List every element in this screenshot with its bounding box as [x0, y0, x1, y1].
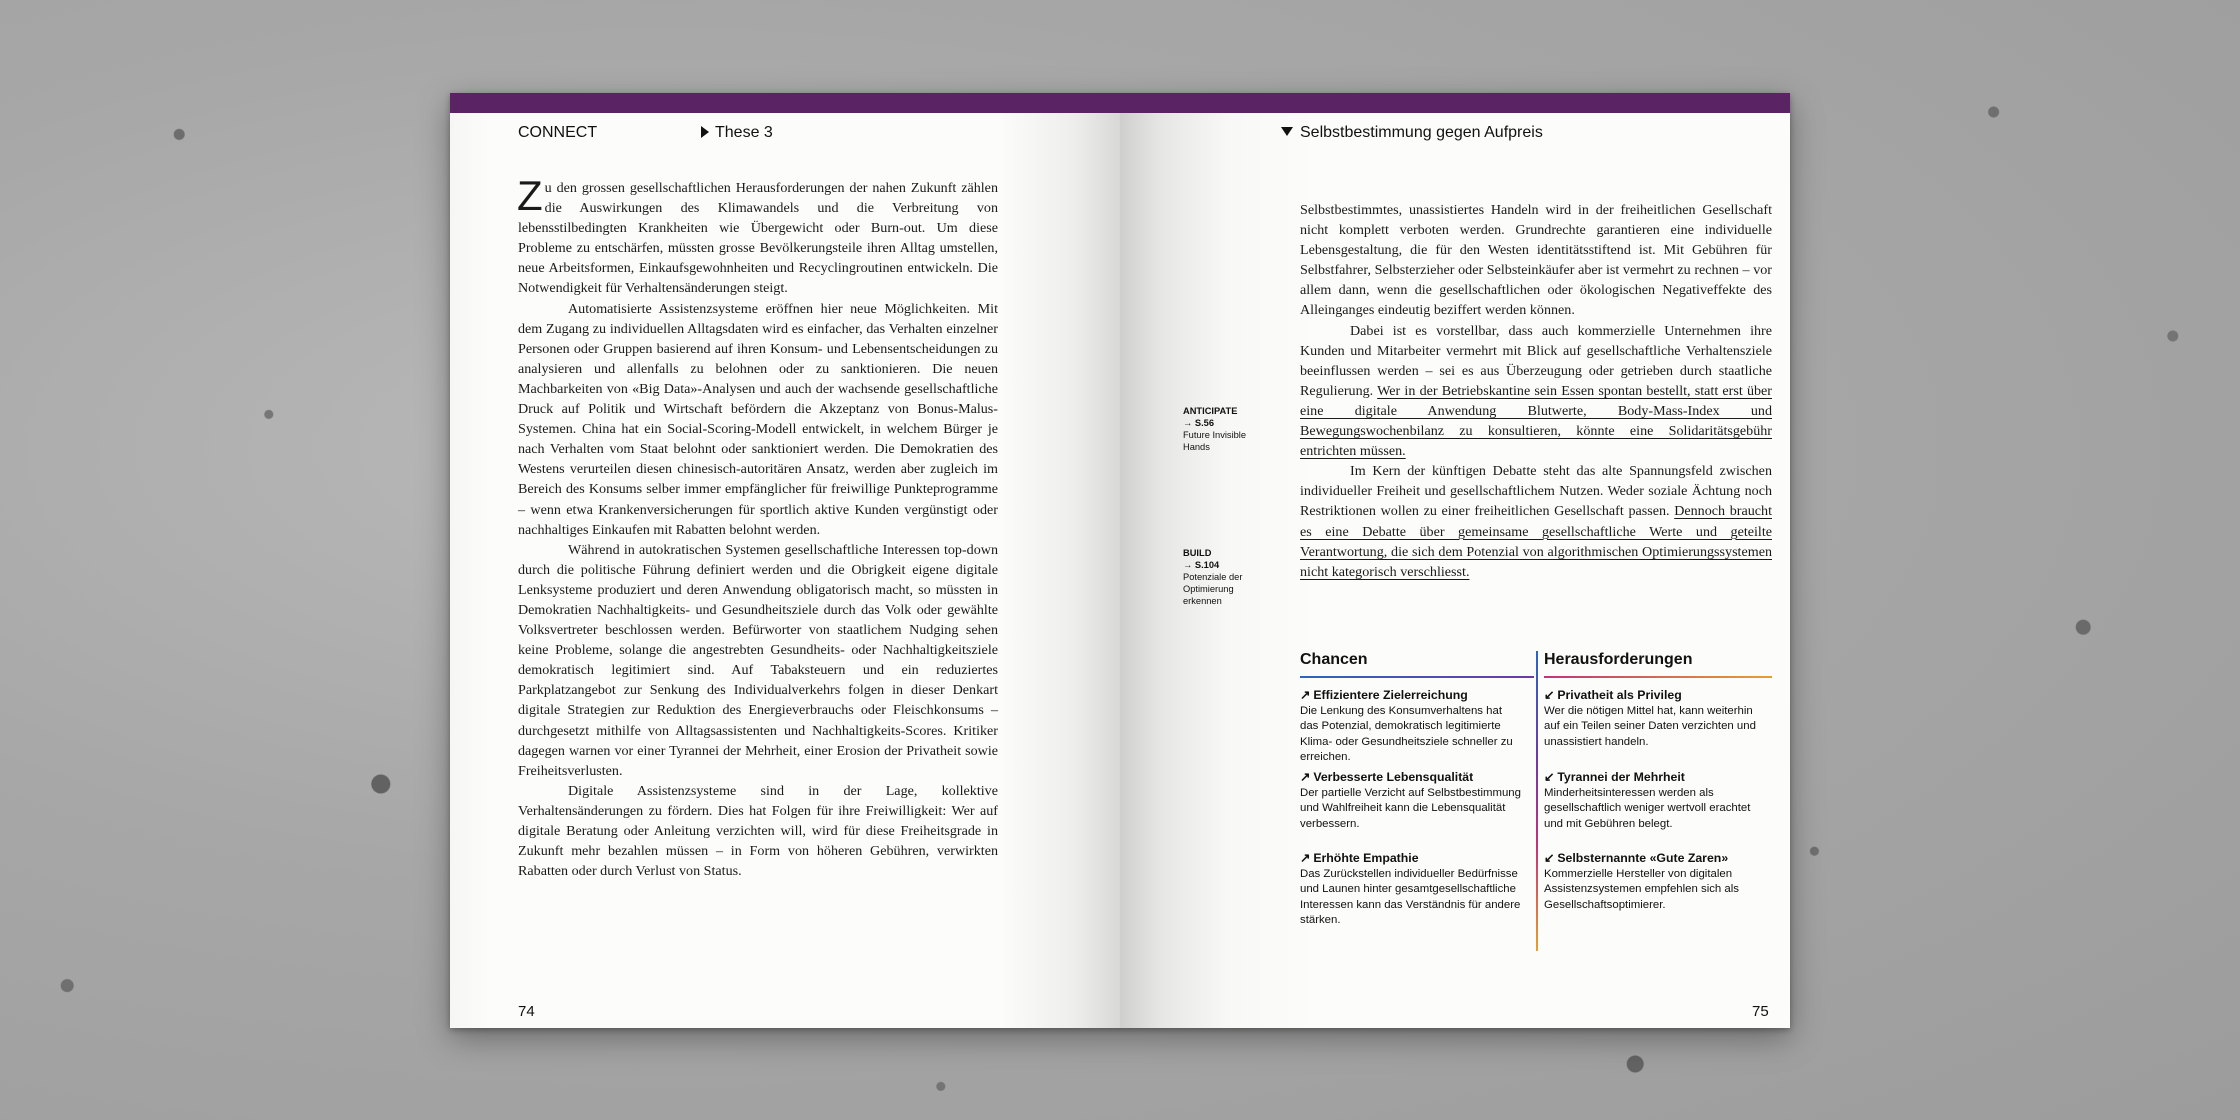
top-color-band — [1120, 93, 1790, 113]
chance-item: ↗ Erhöhte Empathie Das Zurückstellen individueller Bedürfnisse und Launen hinter gesamtgesellschaftliche Interessen kann das Verständnis für andere stärken. — [1300, 851, 1521, 926]
left-page — [450, 93, 1120, 1028]
arrow-up-right-icon: ↗ — [1300, 770, 1311, 784]
page-number-left: 74 — [518, 1003, 535, 1020]
triangle-down-icon — [1281, 127, 1293, 136]
paragraph: Zu den grossen gesellschaftlichen Herausforderungen der nahen Zukunft zählen die Auswirkungen des Klimawandels und die Verbreitung von lebensstilbedingten Krankheiten wie Übergewicht oder Burn-out. Um diese Probleme zu entschärfen, müssten grosse Bevölkerungsteile ihren Alltag umstellen, neue Arbeitsformen, Einkaufsgewohnheiten und Recyclingroutinen entwickeln. Die Notwendigkeit für Verhaltensänderungen steigt. — [517, 172, 998, 297]
paragraph: Dabei ist es vorstellbar, dass auch kommerzielle Unternehmen ihre Kunden und Mitarbeiter vermehrt mit Blick auf gesellschaftliche Verhaltensziele beeinflussen werden – sei es aus Überzeugung oder getrieben durch staatliche Regulierung. Wer in der Betriebskantine sein Essen spontan bestellt, statt erst über eine digitale Anwendung Blutwerte, Body-Mass-Index und Bewegungswochenbilanz zu konsultieren, könnte eine Solidaritätsgebühr entrichten müssen. — [1300, 322, 1772, 460]
page-number-right: 75 — [1752, 1003, 1769, 1020]
paragraph: Digitale Assistenzsysteme sind in der Lage, kollektive Verhaltensänderungen zu fördern. Dies hat Folgen für ihre Freiwilligkeit: Wer auf digitale Beratung oder Anleitung verzichten will, wird für diese Freiheitsgrade in Zukunft mehr bezahlen müssen – in Form von höheren Gebühren, verwirkten Rabatten oder durch Verlust von Status. — [518, 782, 998, 880]
triangle-right-icon — [701, 126, 709, 138]
challenges-rule — [1544, 676, 1772, 678]
chances-challenges-box — [1300, 651, 1772, 956]
arrow-down-left-icon: ↙ — [1544, 851, 1555, 865]
arrow-up-right-icon: ↗ — [1300, 851, 1311, 865]
challenge-item: ↙ Privatheit als Privileg Wer die nötigen Mittel hat, kann weiterhin auf ein Teilen seiner Daten verzichten und unassistiert handeln. — [1544, 688, 1756, 748]
paragraph: Während in autokratischen Systemen gesellschaftliche Interessen top-down durch die politische Führung definiert werden und die Obrigkeit eigene digitale Lenksysteme produziert und deren Anwendung obligatorisch macht, so müssten in Demokratien Nachhaltigkeits- und Gesundheitsziele durch das Volk oder gewählte Volksvertreter beschlossen werden. Befürworter von staatlichem Nudging sehen keine Probleme, solange die angestrebten Gesundheits- oder Nachhaltigkeitsziele demokratisch legitimiert sind. Auf Tabaksteuern und ein reduziertes Parkplatzangebot zur Senkung des Individualverkehrs folgen in dieser Denkart digitale Strategien zur Reduktion des Energieverbrauchs oder Fleischkonsums – durchgesetzt mithilfe von Alltagsassistenten und Nachhaltigkeits-Scores. Kritiker dagegen warnen vor einer Tyrannei der Mehrheit, einer Erosion der Privatheit sowie Freiheitsverlusten. — [518, 541, 998, 779]
right-body-text — [1300, 200, 1772, 582]
margin-note-anticipate: ANTICIPATE → S.56 Future Invisible Hands — [1183, 406, 1247, 452]
margin-note-build: BUILD → S.104 Potenziale der Optimierung erkennen — [1183, 548, 1243, 606]
chapter-title-text: Selbstbestimmung gegen Aufpreis — [1300, 124, 1543, 141]
challenges-heading: Herausforderungen — [1544, 651, 1693, 668]
top-color-band — [450, 93, 1120, 113]
chances-heading: Chancen — [1300, 651, 1368, 668]
left-body-text — [517, 172, 998, 881]
challenge-item: ↙ Tyrannei der Mehrheit Minderheitsinteressen werden als gesellschaftlich weniger wertvoll erachtet und mit Gebühren belegt. — [1544, 770, 1751, 830]
arrow-down-left-icon: ↙ — [1544, 688, 1555, 702]
arrow-down-left-icon: ↙ — [1544, 770, 1555, 784]
underlined-text: Dennoch braucht es eine Debatte über gemeinsame gesellschaftliche Werte und geteilte Verantwortung, die sich dem Potenzial von algorithmischen Optimierungssystemen nicht kategorisch verschliesst. — [1300, 503, 1772, 580]
column-divider — [1536, 651, 1538, 951]
right-page — [1120, 93, 1790, 1028]
section-label: CONNECT — [518, 124, 598, 141]
arrow-up-right-icon: ↗ — [1300, 688, 1311, 702]
paragraph: Im Kern der künftigen Debatte steht das alte Spannungsfeld zwischen individueller Freiheit und gesellschaftlichem Nutzen. Weder soziale Ächtung noch Restriktionen wollen zu einer freiheitlichen Gesellschaft passen. Dennoch braucht es eine Debatte über gemeinsame gesellschaftliche Werte und geteilte Verantwortung, die sich dem Potenzial von algorithmischen Optimierungssystemen nicht kategorisch verschliesst. — [1300, 463, 1772, 580]
paragraph: Selbstbestimmtes, unassistiertes Handeln wird in der freiheitlichen Gesellschaft nicht komplett verboten werden. Grundrechte garantieren eine individuelle Lebensgestaltung, die für den Westen identitätsstiftend ist. Mit Gebühren für Selbstfahrer, Selbsterzieher oder Selbsteinkäufer aber ist vermehrt zu rechnen – vor allem dann, wenn die gesellschaftlichen oder ökologischen Negativeffekte des Alleinganges eindeutig beziffert werden können. — [1300, 202, 1772, 319]
chance-item: ↗ Effizientere Zielerreichung Die Lenkung des Konsumverhaltens hat das Potenzial, demokratisch legitimierte Klima- oder Gesundheitsziele schneller zu erreichen. — [1300, 688, 1513, 763]
chapter-label — [701, 124, 773, 142]
underlined-text: Wer in der Betriebskantine sein Essen spontan bestellt, statt erst über eine digitale Anwendung Blutwerte, Body-Mass-Index und Bewegungswochenbilanz zu konsultieren, könnte eine Solidaritätsgebühr entrichten müssen. — [1300, 382, 1772, 460]
paragraph: Automatisierte Assistenzsysteme eröffnen hier neue Möglichkeiten. Mit dem Zugang zu individuellen Alltagsdaten wird es einfacher, das Verhalten einzelner Personen oder Gruppen basierend auf ihren Konsum- und Lebensentscheidungen zu analysieren und allenfalls zu belohnen oder zu sanktionieren. Die neuen Machbarkeiten von «Big Data»-Analysen und auch der wachsende gesellschaftliche Druck auf Politik und Wirtschaft befördern die Akzeptanz von Bonus-Malus-Systemen. China hat ein Social-Scoring-Modell entwickelt, in welchem Bürger je nach Verhalten vom Staat belohnt oder sanktioniert werden. Die Demokratien des Westens verurteilen diesen chinesisch-autoritären Ansatz, werden aber zugleich im Bereich des Konsums selber immer empfänglicher für freiwillige Punkteprogramme – wenn etwa Krankenversicherungen für sportlich aktive Kunden vergünstigt oder nachhaltiges Einkaufen mit Rabatten belohnt werden. — [518, 300, 998, 538]
chances-rule — [1300, 676, 1534, 678]
chapter-title — [1281, 124, 1543, 142]
chapter-label-text: These 3 — [715, 124, 773, 141]
open-book — [450, 93, 1790, 1028]
drop-cap: Z — [517, 172, 543, 219]
chance-item: ↗ Verbesserte Lebensqualität Der partielle Verzicht auf Selbstbestimmung und Wahlfreiheit kann die Lebensqualität verbessern. — [1300, 770, 1521, 830]
challenge-item: ↙ Selbsternannte «Gute Zaren» Kommerzielle Hersteller von digitalen Assistenzsystemen empfehlen sich als Gesellschaftsoptimierer. — [1544, 851, 1739, 911]
